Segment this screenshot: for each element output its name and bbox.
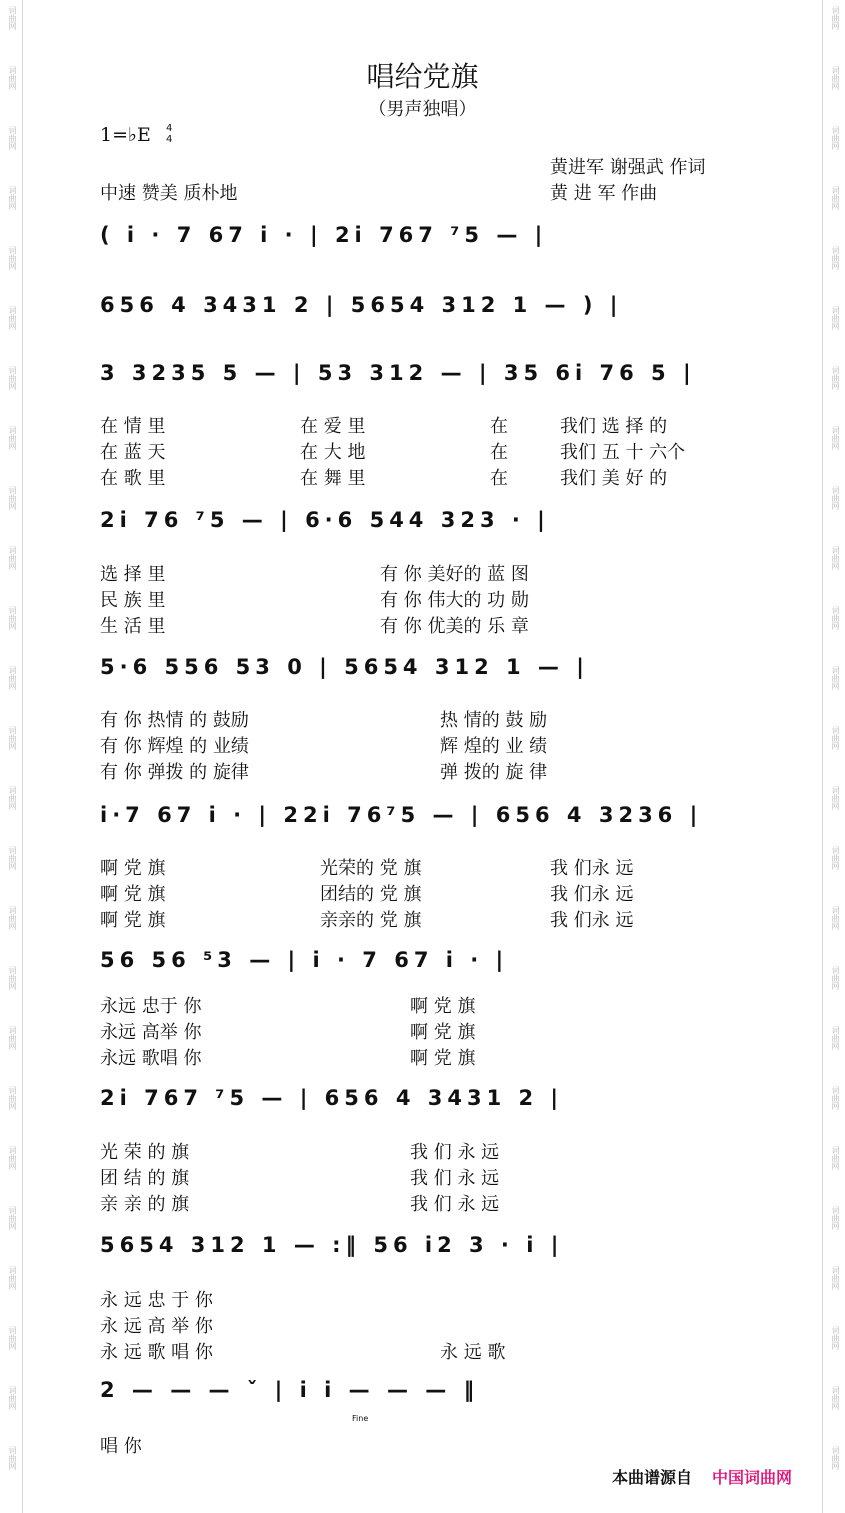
lyric-segment: 永 远 忠 于 你 xyxy=(100,1290,213,1311)
watermark-text: 词曲网 xyxy=(831,366,840,390)
watermark-text: 词曲网 xyxy=(831,606,840,630)
key-signature: 1=♭E xyxy=(100,124,151,146)
lyric-segment: 有 你 弹拨 的 旋律 xyxy=(100,762,249,783)
watermark-text: 词曲网 xyxy=(8,1386,17,1410)
watermark-text: 词曲网 xyxy=(831,1446,840,1470)
lyric-segment: 我 们永 远 xyxy=(550,858,634,879)
lyric-segment: 在 歌 里 xyxy=(100,468,166,489)
notation-text: 2i 76 ⁷5 — | 6·6 544 323 · | xyxy=(100,508,550,532)
lyric-segment: 我 们 永 远 xyxy=(410,1194,500,1215)
watermark-text: 词曲网 xyxy=(831,66,840,90)
notation-text: i·7 67 i · | 22i 76⁷5 — | 656 4 3236 | xyxy=(100,803,703,827)
lyric-segment: 啊 党 旗 xyxy=(410,1048,476,1069)
song-subtitle: （男声独唱） xyxy=(368,99,477,120)
lyric-segment: 亲亲的 党 旗 xyxy=(320,910,422,931)
lyric-segment: 光 荣 的 旗 xyxy=(100,1142,190,1163)
lyric-line xyxy=(100,1018,750,1044)
lyric-line xyxy=(100,854,750,880)
lyric-segment: 团 结 的 旗 xyxy=(100,1168,190,1189)
watermark-text: 词曲网 xyxy=(8,126,17,150)
lyric-segment: 啊 党 旗 xyxy=(100,884,166,905)
lyric-line xyxy=(100,992,750,1018)
notation-text: 56 56 ⁵3 — | i · 7 67 i · | xyxy=(100,948,509,972)
lyric-segment: 热 情的 鼓 励 xyxy=(440,710,548,731)
watermark-text: 词曲网 xyxy=(831,786,840,810)
lyric-segment: 啊 党 旗 xyxy=(410,1022,476,1043)
lyric-segment: 永远 忠于 你 xyxy=(100,996,202,1017)
lyric-segment: 啊 党 旗 xyxy=(410,996,476,1017)
lyric-segment: 永远 高举 你 xyxy=(100,1022,202,1043)
lyric-segment: 光荣的 党 旗 xyxy=(320,858,422,879)
source-label: 本曲谱源自 xyxy=(612,1468,693,1487)
lyric-segment: 啊 党 旗 xyxy=(100,910,166,931)
lyric-line xyxy=(100,612,750,638)
lyric-segment: 在 蓝 天 xyxy=(100,442,166,463)
time-signature-top: 4 xyxy=(166,123,173,134)
watermark-text: 词曲网 xyxy=(831,426,840,450)
left-watermark-strip xyxy=(0,0,23,1513)
watermark-text: 词曲网 xyxy=(8,246,17,270)
watermark-text: 词曲网 xyxy=(831,546,840,570)
watermark-text: 词曲网 xyxy=(8,1446,17,1470)
watermark-text: 词曲网 xyxy=(8,366,17,390)
watermark-text: 词曲网 xyxy=(831,1146,840,1170)
lyric-segment: 在 大 地 xyxy=(300,442,366,463)
lyric-segment: 我们 选 择 的 xyxy=(560,416,668,437)
watermark-text: 词曲网 xyxy=(831,1326,840,1350)
lyric-segment: 我 们永 远 xyxy=(550,884,634,905)
lyric-segment: 有 你 美好的 蓝 图 xyxy=(380,564,529,585)
lyric-segment: 在 xyxy=(490,468,508,489)
fine-marking: Fine xyxy=(352,1414,369,1423)
watermark-text: 词曲网 xyxy=(831,1086,840,1110)
lyric-segment: 民 族 里 xyxy=(100,590,166,611)
lyric-line xyxy=(100,1338,750,1364)
lyric-segment: 有 你 优美的 乐 章 xyxy=(380,616,529,637)
right-watermark-strip xyxy=(822,0,845,1513)
watermark-text: 词曲网 xyxy=(831,6,840,30)
lyric-line xyxy=(100,906,750,932)
lyric-segment: 我 们 永 远 xyxy=(410,1142,500,1163)
watermark-text: 词曲网 xyxy=(8,666,17,690)
lyric-line xyxy=(100,732,750,758)
time-signature xyxy=(166,123,172,145)
lyric-segment: 啊 党 旗 xyxy=(100,858,166,879)
lyric-segment: 生 活 里 xyxy=(100,616,166,637)
notation-line xyxy=(100,500,750,544)
watermark-text: 词曲网 xyxy=(8,786,17,810)
lyric-line xyxy=(100,464,750,490)
lyric-segment: 弹 拨的 旋 律 xyxy=(440,762,548,783)
watermark-text: 词曲网 xyxy=(8,606,17,630)
watermark-text: 词曲网 xyxy=(8,426,17,450)
watermark-text: 词曲网 xyxy=(8,1026,17,1050)
notation-line xyxy=(100,940,750,984)
lyric-line xyxy=(100,758,750,784)
watermark-text: 词曲网 xyxy=(831,1026,840,1050)
lyric-segment: 我 们 永 远 xyxy=(410,1168,500,1189)
watermark-text: 词曲网 xyxy=(8,486,17,510)
notation-text: 656 4 3431 2 | 5654 312 1 — ) | xyxy=(100,293,623,317)
lyric-segment: 有 你 热情 的 鼓励 xyxy=(100,710,249,731)
source-brand: 中国词曲网 xyxy=(712,1468,793,1487)
lyric-segment: 我们 美 好 的 xyxy=(560,468,668,489)
lyric-line xyxy=(100,560,750,586)
watermark-text: 词曲网 xyxy=(8,66,17,90)
watermark-text: 词曲网 xyxy=(8,846,17,870)
source-note xyxy=(612,1465,792,1488)
lyric-segment: 在 xyxy=(490,416,508,437)
watermark-text: 词曲网 xyxy=(831,1206,840,1230)
watermark-text: 词曲网 xyxy=(831,126,840,150)
lyric-line xyxy=(100,412,750,438)
watermark-text: 词曲网 xyxy=(8,546,17,570)
notation-text: 3 3235 5 — | 53 312 — | 35 6i 76 5 | xyxy=(100,361,696,385)
lyric-line xyxy=(100,706,750,732)
notation-text: ( i · 7 67 i · | 2i 767 ⁷5 — | xyxy=(100,223,548,247)
watermark-text: 词曲网 xyxy=(8,1266,17,1290)
notation-line xyxy=(100,1225,750,1269)
lyric-line xyxy=(100,1286,750,1312)
lyric-segment: 永 远 高 举 你 xyxy=(100,1316,213,1337)
tempo-marking: 中速 赞美 质朴地 xyxy=(100,183,238,204)
lyric-line xyxy=(100,1164,750,1190)
lyric-line xyxy=(100,438,750,464)
notation-line xyxy=(100,353,750,397)
lyric-segment: 永远 歌唱 你 xyxy=(100,1048,202,1069)
watermark-text: 词曲网 xyxy=(831,486,840,510)
lyric-segment: 亲 亲 的 旗 xyxy=(100,1194,190,1215)
notation-line xyxy=(100,215,750,259)
watermark-text: 词曲网 xyxy=(8,1146,17,1170)
watermark-text: 词曲网 xyxy=(831,186,840,210)
watermark-text: 词曲网 xyxy=(831,666,840,690)
lyric-segment: 永 远 歌 唱 你 xyxy=(100,1342,213,1363)
watermark-text: 词曲网 xyxy=(8,6,17,30)
notation-text: 2i 767 ⁷5 — | 656 4 3431 2 | xyxy=(100,1086,564,1110)
notation-line xyxy=(100,285,750,329)
watermark-text: 词曲网 xyxy=(8,186,17,210)
lyric-segment: 我 们永 远 xyxy=(550,910,634,931)
notation-text: 5·6 556 53 0 | 5654 312 1 — | xyxy=(100,655,589,679)
watermark-text: 词曲网 xyxy=(831,906,840,930)
composer-credit: 黄 进 军 作曲 xyxy=(550,183,658,204)
lyric-segment: 选 择 里 xyxy=(100,564,166,585)
lyricist-credit: 黄进军 谢强武 作词 xyxy=(550,157,706,178)
watermark-text: 词曲网 xyxy=(8,906,17,930)
notation-text: 5654 312 1 — :‖ 56 i2 3 · i | xyxy=(100,1233,564,1257)
watermark-text: 词曲网 xyxy=(8,966,17,990)
watermark-text: 词曲网 xyxy=(831,726,840,750)
lyric-line xyxy=(100,1138,750,1164)
watermark-text: 词曲网 xyxy=(831,1386,840,1410)
watermark-text: 词曲网 xyxy=(8,1086,17,1110)
notation-line xyxy=(100,647,750,691)
notation-text: 2 — — — ˇ | i i — — — ‖ xyxy=(100,1378,480,1402)
time-signature-bottom: 4 xyxy=(166,134,173,145)
lyric-segment: 辉 煌的 业 绩 xyxy=(440,736,548,757)
lyric-segment: 我们 五 十 六个 xyxy=(560,442,686,463)
watermark-text: 词曲网 xyxy=(831,1266,840,1290)
lyric-segment: 在 爱 里 xyxy=(300,416,366,437)
watermark-text: 词曲网 xyxy=(8,1326,17,1350)
lyric-segment: 有 你 辉煌 的 业绩 xyxy=(100,736,249,757)
lyric-segment: 团结的 党 旗 xyxy=(320,884,422,905)
watermark-text: 词曲网 xyxy=(8,726,17,750)
lyric-segment: 有 你 伟大的 功 勋 xyxy=(380,590,529,611)
lyric-line xyxy=(100,880,750,906)
notation-line xyxy=(100,795,750,839)
watermark-text: 词曲网 xyxy=(831,246,840,270)
lyric-segment: 唱 你 xyxy=(100,1436,142,1457)
watermark-text: 词曲网 xyxy=(831,306,840,330)
lyric-line xyxy=(100,1190,750,1216)
lyric-line xyxy=(100,1312,750,1338)
lyric-line xyxy=(100,1044,750,1070)
notation-line xyxy=(100,1370,750,1414)
song-title: 唱给党旗 xyxy=(366,60,479,93)
watermark-text: 词曲网 xyxy=(8,1206,17,1230)
lyric-segment: 在 xyxy=(490,442,508,463)
watermark-text: 词曲网 xyxy=(8,306,17,330)
lyric-segment: 在 舞 里 xyxy=(300,468,366,489)
notation-line xyxy=(100,1078,750,1122)
lyric-segment: 在 情 里 xyxy=(100,416,166,437)
lyric-segment: 永 远 歌 xyxy=(440,1342,506,1363)
watermark-text: 词曲网 xyxy=(831,966,840,990)
watermark-text: 词曲网 xyxy=(831,846,840,870)
lyric-line xyxy=(100,1432,750,1458)
lyric-line xyxy=(100,586,750,612)
